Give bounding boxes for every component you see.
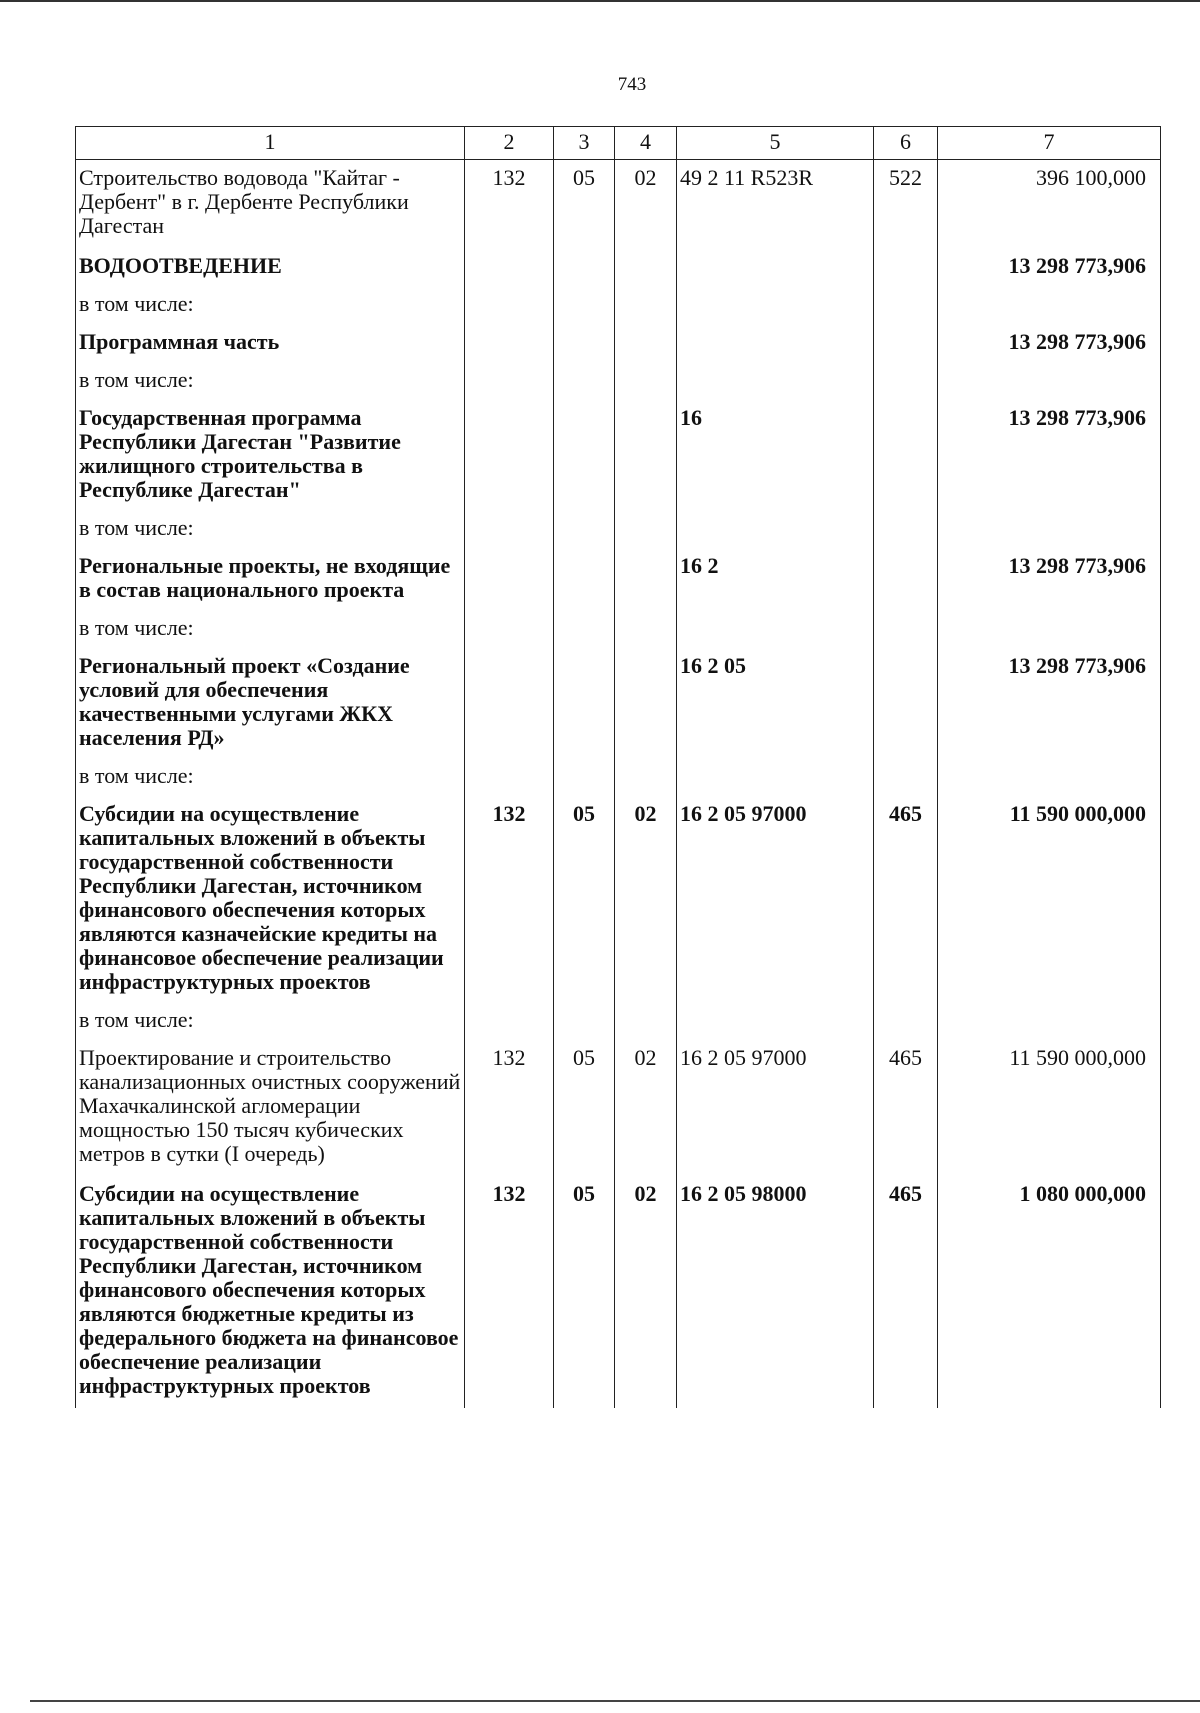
cell-col-4 [615, 648, 677, 760]
cell-col-2: 132 [465, 796, 554, 1004]
cell-col-5 [677, 612, 874, 648]
cell-name: ВОДООТВЕДЕНИЕ [76, 248, 465, 288]
cell-col-2 [465, 400, 554, 512]
cell-col-6 [874, 364, 938, 400]
cell-amount: 13 298 773,906 [938, 248, 1161, 288]
cell-col-5 [677, 248, 874, 288]
cell-col-5: 16 2 05 [677, 648, 874, 760]
header-col-7: 7 [938, 127, 1161, 160]
cell-col-4 [615, 248, 677, 288]
cell-name: Программная часть [76, 324, 465, 364]
cell-col-6: 465 [874, 796, 938, 1004]
table-row [76, 324, 1161, 364]
cell-col-6: 522 [874, 160, 938, 249]
cell-name: в том числе: [76, 760, 465, 796]
cell-name: в том числе: [76, 288, 465, 324]
cell-col-3 [554, 1004, 615, 1040]
cell-col-2 [465, 512, 554, 548]
cell-amount: 13 298 773,906 [938, 400, 1161, 512]
table-row [76, 760, 1161, 796]
cell-name: Государственная программа Республики Дагестан "Развитие жилищного строительства в Республике Дагестан" [76, 400, 465, 512]
cell-col-2 [465, 612, 554, 648]
table-row [76, 400, 1161, 512]
table-row [76, 1176, 1161, 1408]
cell-amount: 13 298 773,906 [938, 648, 1161, 760]
page-number: 743 [617, 74, 647, 95]
cell-col-5: 49 2 11 R523R [677, 160, 874, 249]
cell-col-2 [465, 288, 554, 324]
cell-col-4 [615, 364, 677, 400]
cell-col-2: 132 [465, 1176, 554, 1408]
cell-amount [938, 512, 1161, 548]
header-col-1: 1 [76, 127, 465, 160]
cell-amount [938, 364, 1161, 400]
header-col-2: 2 [465, 127, 554, 160]
cell-col-6: 465 [874, 1040, 938, 1176]
cell-name: Строительство водовода "Кайтаг - Дербент" в г. Дербенте Республики Дагестан [76, 160, 465, 249]
cell-col-6 [874, 1004, 938, 1040]
cell-amount: 11 590 000,000 [938, 1040, 1161, 1176]
cell-col-3 [554, 512, 615, 548]
cell-amount: 1 080 000,000 [938, 1176, 1161, 1408]
header-col-4: 4 [615, 127, 677, 160]
cell-col-3: 05 [554, 1176, 615, 1408]
cell-col-2: 132 [465, 160, 554, 249]
table-row [76, 1040, 1161, 1176]
bottom-scan-rule [30, 1700, 1200, 1702]
cell-col-3: 05 [554, 1040, 615, 1176]
cell-col-5 [677, 1004, 874, 1040]
table-row [76, 160, 1161, 249]
cell-col-3 [554, 648, 615, 760]
cell-col-4 [615, 612, 677, 648]
header-col-3: 3 [554, 127, 615, 160]
cell-col-3 [554, 288, 615, 324]
cell-col-6 [874, 400, 938, 512]
cell-amount [938, 760, 1161, 796]
table-row [76, 612, 1161, 648]
cell-col-5 [677, 760, 874, 796]
cell-name: в том числе: [76, 612, 465, 648]
cell-col-6 [874, 512, 938, 548]
table-row [76, 548, 1161, 612]
cell-name: Проектирование и строительство канализационных очистных сооружений Махачкалинской агломерации мощностью 150 тысяч кубических метров в сутки (I очередь) [76, 1040, 465, 1176]
cell-col-3: 05 [554, 160, 615, 249]
cell-col-5 [677, 288, 874, 324]
table-row [76, 648, 1161, 760]
header-col-5: 5 [677, 127, 874, 160]
top-scan-rule [0, 0, 1200, 2]
cell-name: Субсидии на осуществление капитальных вложений в объекты государственной собственности Республики Дагестан, источником финансового обеспечения которых являются казначейские кредиты на финансовое обеспечение реализации инфраструктурных проектов [76, 796, 465, 1004]
cell-col-2 [465, 364, 554, 400]
cell-col-4 [615, 400, 677, 512]
cell-amount: 13 298 773,906 [938, 324, 1161, 364]
table-row [76, 1004, 1161, 1040]
table-header [76, 127, 1161, 160]
table-row [76, 364, 1161, 400]
cell-col-6 [874, 648, 938, 760]
cell-col-5: 16 2 [677, 548, 874, 612]
cell-col-2 [465, 648, 554, 760]
cell-col-6 [874, 324, 938, 364]
cell-col-4 [615, 548, 677, 612]
cell-col-4: 02 [615, 1040, 677, 1176]
cell-col-6 [874, 612, 938, 648]
table-row [76, 796, 1161, 1004]
cell-col-2 [465, 548, 554, 612]
cell-name: Субсидии на осуществление капитальных вложений в объекты государственной собственности Республики Дагестан, источником финансового обеспечения которых являются бюджетные кредиты из федерального бюджета на финансовое обеспечение реализации инфраструктурных проектов [76, 1176, 465, 1408]
cell-col-5: 16 [677, 400, 874, 512]
header-row [76, 127, 1161, 160]
budget-table [75, 126, 1161, 1408]
cell-col-6 [874, 248, 938, 288]
cell-col-3 [554, 248, 615, 288]
cell-amount [938, 612, 1161, 648]
cell-name: в том числе: [76, 364, 465, 400]
cell-col-3 [554, 400, 615, 512]
cell-name: Региональный проект «Создание условий для обеспечения качественными услугами ЖКХ населения РД» [76, 648, 465, 760]
cell-col-2 [465, 760, 554, 796]
table-row [76, 248, 1161, 288]
cell-amount [938, 1004, 1161, 1040]
cell-col-3: 05 [554, 796, 615, 1004]
cell-amount [938, 288, 1161, 324]
cell-col-5: 16 2 05 98000 [677, 1176, 874, 1408]
cell-name: в том числе: [76, 1004, 465, 1040]
cell-col-2 [465, 248, 554, 288]
cell-col-2: 132 [465, 1040, 554, 1176]
table-row [76, 288, 1161, 324]
cell-col-2 [465, 324, 554, 364]
cell-col-4 [615, 288, 677, 324]
table-row [76, 512, 1161, 548]
cell-col-4 [615, 760, 677, 796]
cell-col-5 [677, 364, 874, 400]
cell-col-5: 16 2 05 97000 [677, 796, 874, 1004]
cell-amount: 396 100,000 [938, 160, 1161, 249]
cell-col-6 [874, 288, 938, 324]
cell-col-3 [554, 364, 615, 400]
cell-col-3 [554, 760, 615, 796]
table-body [76, 160, 1161, 1409]
cell-col-4 [615, 324, 677, 364]
cell-col-3 [554, 612, 615, 648]
cell-col-3 [554, 324, 615, 364]
cell-col-5 [677, 324, 874, 364]
cell-amount: 11 590 000,000 [938, 796, 1161, 1004]
cell-col-2 [465, 1004, 554, 1040]
cell-col-4: 02 [615, 796, 677, 1004]
cell-col-5: 16 2 05 97000 [677, 1040, 874, 1176]
cell-amount: 13 298 773,906 [938, 548, 1161, 612]
cell-name: Региональные проекты, не входящие в состав национального проекта [76, 548, 465, 612]
cell-col-4 [615, 512, 677, 548]
cell-col-6 [874, 760, 938, 796]
cell-col-3 [554, 548, 615, 612]
cell-col-4 [615, 1004, 677, 1040]
cell-name: в том числе: [76, 512, 465, 548]
cell-col-4: 02 [615, 1176, 677, 1408]
header-col-6: 6 [874, 127, 938, 160]
cell-col-5 [677, 512, 874, 548]
cell-col-4: 02 [615, 160, 677, 249]
cell-col-6 [874, 548, 938, 612]
cell-col-6: 465 [874, 1176, 938, 1408]
